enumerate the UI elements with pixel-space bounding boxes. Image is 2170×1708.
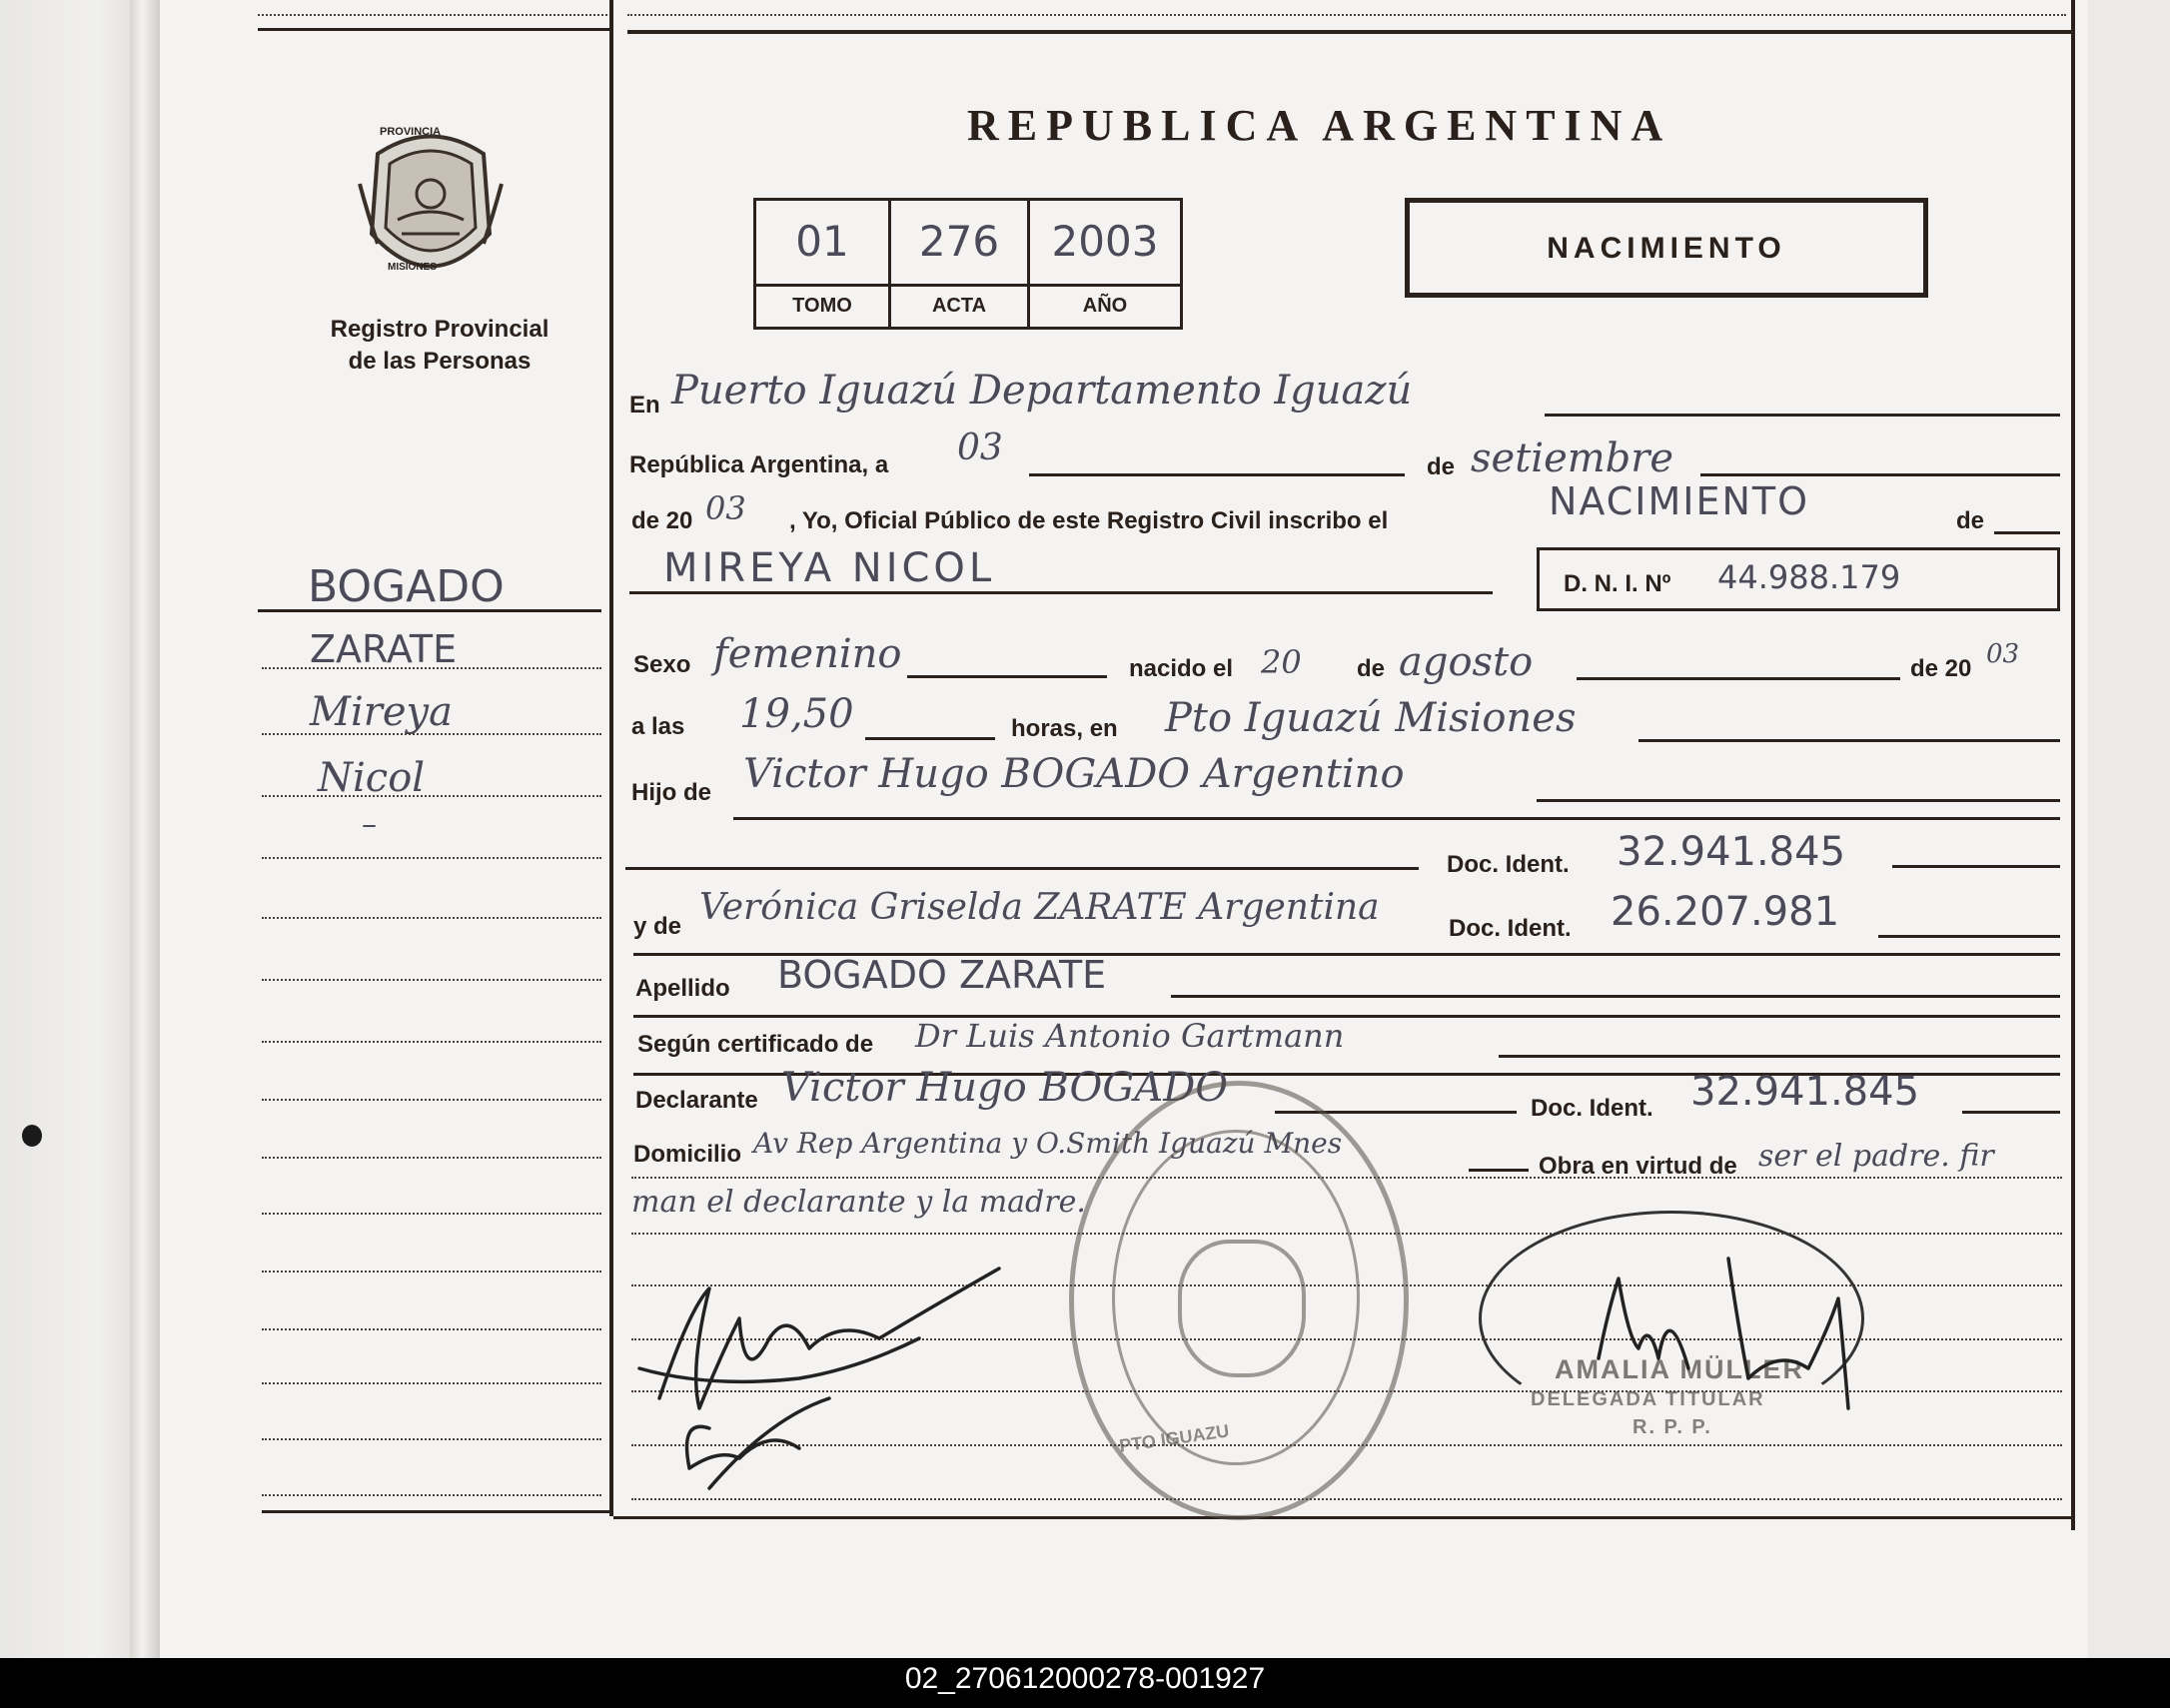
fill-rule <box>633 1015 2060 1018</box>
signatory-title: DELEGADA TITULAR <box>1531 1388 1765 1410</box>
registry-label <box>300 314 579 379</box>
label-docident-1: Doc. Ident. <box>1447 851 1570 878</box>
fill-rule <box>1994 531 2060 534</box>
signatory-org: R. P. P. <box>1632 1416 1712 1438</box>
margin-rule <box>262 857 601 859</box>
fill-rule <box>1700 473 2060 476</box>
fill-rule <box>1878 935 2060 938</box>
fill-rule <box>1029 473 1405 476</box>
value-apellido: BOGADO ZARATE <box>777 953 1107 997</box>
label-en: En <box>629 392 660 419</box>
margin-rule <box>262 667 601 669</box>
ink-spot <box>22 1125 42 1147</box>
label-hijo: Hijo de <box>631 779 712 806</box>
top-dotted-right <box>627 14 2066 16</box>
value-padre: Victor Hugo BOGADO Argentino <box>743 751 1405 797</box>
value-hora: 19,50 <box>739 691 854 737</box>
margin-name-2: Nicol <box>318 755 426 801</box>
value-declarante-doc: 32.941.845 <box>1690 1069 1920 1115</box>
label-apellido: Apellido <box>635 975 730 1002</box>
margin-surname-1: BOGADO <box>308 561 505 612</box>
column-divider <box>609 0 613 1516</box>
stamp-crest-icon <box>1178 1240 1306 1377</box>
label-de-1: de <box>1427 453 1456 480</box>
margin-rule <box>262 1213 601 1215</box>
label-nacido: nacido el <box>1129 655 1234 682</box>
fill-rule <box>907 675 1107 678</box>
margin-bottom-rule <box>262 1510 611 1513</box>
fill-rule <box>1892 865 2060 868</box>
top-dotted-left <box>258 14 607 16</box>
value-sexo: femenino <box>713 631 902 677</box>
label-de-2: de <box>1956 507 1985 534</box>
body-rule <box>631 1498 2062 1500</box>
label-republica: República Argentina, a <box>629 451 889 478</box>
label-de-3: de <box>1357 655 1386 682</box>
signature-right-icon <box>1559 1239 1858 1438</box>
label-docident-3: Doc. Ident. <box>1531 1095 1653 1122</box>
value-padre-doc: 32.941.845 <box>1617 829 1846 875</box>
acta-label: ACTA <box>891 284 1027 327</box>
anio-cell <box>1030 201 1180 327</box>
value-lugar-nac: Pto Iguazú Misiones <box>1165 695 1577 741</box>
seal-label-top: PROVINCIA <box>380 126 442 138</box>
value-anio-suffix: 03 <box>705 489 746 527</box>
margin-rule <box>262 1382 601 1384</box>
label-de20-b: de 20 <box>1910 655 1972 682</box>
page-edge <box>130 0 160 1658</box>
value-nac-anio: 03 <box>1986 639 2020 669</box>
label-declarante: Declarante <box>635 1087 758 1114</box>
value-obra-2: man el declarante y la madre. <box>631 1185 1086 1220</box>
registry-line-2: de las Personas <box>348 348 532 376</box>
margin-rule <box>262 979 601 981</box>
stamp-text: PTO IGUAZU <box>1118 1420 1231 1456</box>
margin-rule <box>262 1041 601 1043</box>
label-horas: horas, en <box>1011 715 1118 742</box>
value-dni: 44.988.179 <box>1717 558 1901 596</box>
fill-rule <box>1171 995 2060 998</box>
margin-rule <box>262 917 601 919</box>
top-left-rule <box>258 28 609 31</box>
value-tipo: NACIMIENTO <box>1549 479 1810 523</box>
value-lugar: Puerto Iguazú Departamento Iguazú <box>671 368 1413 414</box>
record-number-box <box>753 198 1183 330</box>
fill-rule <box>1962 1111 2060 1114</box>
margin-rule <box>262 1271 601 1273</box>
margin-rule <box>262 1099 601 1101</box>
top-right-rule <box>627 30 2071 34</box>
value-dia: 03 <box>957 427 1003 468</box>
tomo-label: TOMO <box>756 284 888 327</box>
fill-rule <box>1537 799 2060 802</box>
fill-rule <box>629 591 1493 594</box>
value-nac-dia: 20 <box>1261 643 1302 681</box>
fill-rule <box>733 817 2060 820</box>
label-segun: Según certificado de <box>637 1031 874 1058</box>
value-domicilio: Av Rep Argentina y O.Smith Iguazú Mnes <box>753 1127 1343 1160</box>
value-nombre: MIREYA NICOL <box>663 545 996 591</box>
value-nac-mes: agosto <box>1399 639 1534 685</box>
margin-rule <box>262 1328 601 1330</box>
margin-name-1: Mireya <box>310 689 453 735</box>
acta-cell <box>891 201 1030 327</box>
value-obra: ser el padre. fir <box>1758 1139 1994 1174</box>
margin-dash: – <box>362 807 377 842</box>
body-bottom-rule <box>613 1516 2074 1519</box>
margin-surname-2: ZARATE <box>310 627 458 671</box>
anio-value: 2003 <box>1051 217 1159 266</box>
label-docident-2: Doc. Ident. <box>1449 915 1572 942</box>
label-obra: Obra en virtud de <box>1539 1153 1737 1180</box>
anio-label: AÑO <box>1030 284 1180 327</box>
fill-rule <box>1638 739 2060 742</box>
label-sexo: Sexo <box>633 651 691 678</box>
value-certificado: Dr Luis Antonio Gartmann <box>915 1017 1345 1055</box>
value-madre: Verónica Griselda ZARATE Argentina <box>699 887 1380 928</box>
margin-rule <box>262 1157 601 1159</box>
margin-rule <box>262 733 601 735</box>
fill-rule <box>1499 1055 2060 1058</box>
fill-rule <box>625 867 1419 870</box>
label-alas: a las <box>631 713 685 740</box>
seal-label-bottom: MISIONES <box>388 262 437 273</box>
document-title: REPUBLICA ARGENTINA <box>967 101 1672 150</box>
margin-rule <box>262 1438 601 1440</box>
value-madre-doc: 26.207.981 <box>1611 889 1840 935</box>
footer-id: 02_270612000278-001927 <box>904 1662 1266 1695</box>
signatory-name: AMALIA MÜLLER <box>1555 1354 1804 1384</box>
margin-rule <box>262 1494 601 1496</box>
fill-rule <box>1469 1169 1529 1172</box>
value-mes: setiembre <box>1471 435 1674 481</box>
margin-rule <box>262 795 601 797</box>
label-de20: de 20 <box>631 507 693 534</box>
dni-box <box>1537 547 2060 611</box>
label-yo: , Yo, Oficial Público de este Registro Civil inscribo el <box>789 507 1389 534</box>
right-margin <box>2088 0 2170 1658</box>
fill-rule <box>1577 677 1900 680</box>
registry-line-1: Registro Provincial <box>330 316 549 343</box>
record-type-box: NACIMIENTO <box>1405 198 1928 298</box>
fill-rule <box>1545 414 2060 417</box>
label-yde: y de <box>633 913 682 940</box>
value-declarante: Victor Hugo BOGADO <box>781 1065 1229 1111</box>
tomo-cell <box>756 201 891 327</box>
label-dni: D. N. I. Nº <box>1564 570 1671 597</box>
label-domicilio: Domicilio <box>633 1141 742 1168</box>
right-border <box>2071 0 2075 1530</box>
signature-left-icon <box>629 1249 1029 1498</box>
acta-value: 276 <box>918 217 1000 266</box>
fill-rule <box>865 737 995 740</box>
tomo-value: 01 <box>795 217 849 266</box>
